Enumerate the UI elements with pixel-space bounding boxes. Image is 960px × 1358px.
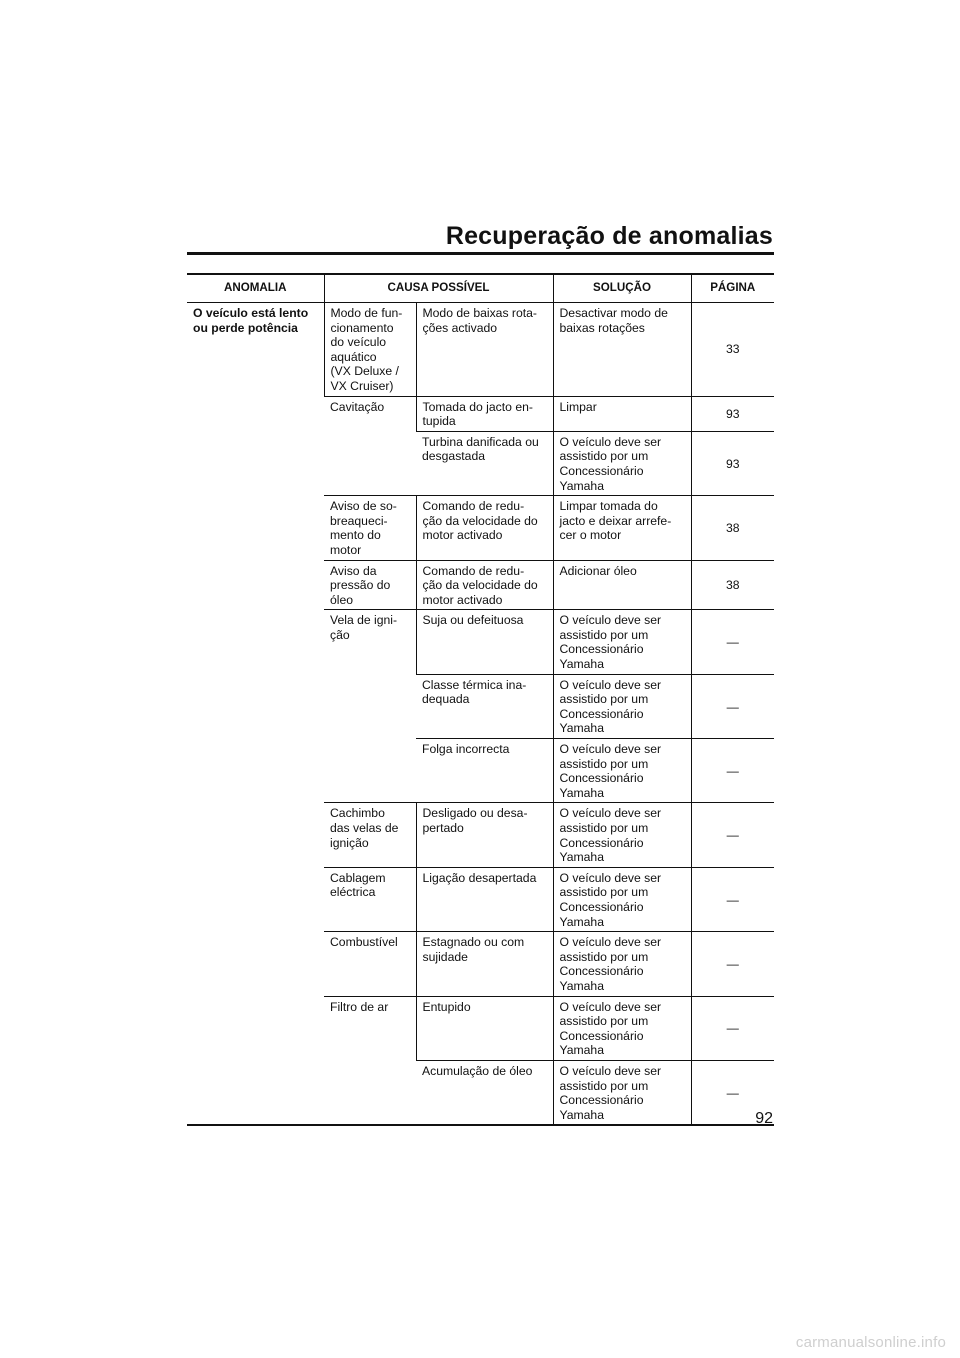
cause-detail-cell: Desligado ou desa- pertado	[416, 803, 553, 867]
watermark: carmanualsonline.info	[795, 1334, 946, 1351]
cause-cell: Aviso de so- breaqueci- mento do motor	[324, 496, 416, 560]
page-ref-cell: —	[691, 1060, 774, 1125]
header-cause: CAUSA POSSÍVEL	[324, 274, 553, 303]
header-solution: SOLUÇÃO	[553, 274, 691, 303]
page-ref-cell: 38	[691, 496, 774, 560]
cause-detail-cell: Turbina danificada ou desgastada	[416, 431, 553, 495]
cause-detail-cell: Comando de redu- ção da velocidade do motor activado	[416, 496, 553, 560]
table-header-row	[187, 274, 774, 303]
page-title: Recuperação de anomalias	[445, 222, 773, 250]
cause-detail-cell: Folga incorrecta	[416, 739, 553, 803]
cause-detail-cell: Acumulação de óleo	[416, 1060, 553, 1125]
cause-cell: Cachimbo das velas de ignição	[324, 803, 416, 867]
cause-detail-cell: Ligação desapertada	[416, 867, 553, 931]
page-ref-cell: —	[691, 674, 774, 738]
cause-cell: Aviso da pressão do óleo	[324, 560, 416, 610]
title-rule	[187, 252, 774, 255]
header-page: PÁGINA	[691, 274, 774, 303]
solution-cell: O veículo deve ser assistido por um Concessionário Yamaha	[553, 739, 691, 803]
solution-cell: Adicionar óleo	[553, 560, 691, 610]
page-ref-cell: 38	[691, 560, 774, 610]
page-ref-cell: —	[691, 803, 774, 867]
page-ref-cell: —	[691, 932, 774, 996]
cause-cell: Modo de fun- cionamento do veículo aquático (VX Deluxe / VX Cruiser)	[324, 303, 416, 397]
page-ref-cell: —	[691, 867, 774, 931]
page-ref-cell: —	[691, 996, 774, 1060]
page-ref-cell: 93	[691, 431, 774, 495]
table-row	[187, 303, 774, 397]
cause-detail-cell: Tomada do jacto en- tupida	[416, 396, 553, 431]
cause-detail-cell: Comando de redu- ção da velocidade do motor activado	[416, 560, 553, 610]
cause-cell: Cavitação	[324, 396, 416, 496]
cause-cell: Filtro de ar	[324, 996, 416, 1125]
cause-detail-cell: Entupido	[416, 996, 553, 1060]
page-ref-cell: 93	[691, 396, 774, 431]
page-ref-cell: —	[691, 739, 774, 803]
troubleshooting-table	[187, 273, 774, 1126]
solution-cell: O veículo deve ser assistido por um Concessionário Yamaha	[553, 674, 691, 738]
cause-cell: Vela de igni- ção	[324, 610, 416, 803]
solution-cell: O veículo deve ser assistido por um Concessionário Yamaha	[553, 1060, 691, 1125]
page-number: 92	[755, 1110, 773, 1127]
solution-cell: O veículo deve ser assistido por um Concessionário Yamaha	[553, 803, 691, 867]
cause-detail-cell: Modo de baixas rota- ções activado	[416, 303, 553, 397]
solution-cell: O veículo deve ser assistido por um Concessionário Yamaha	[553, 431, 691, 495]
solution-cell: Limpar tomada do jacto e deixar arrefe- cer o motor	[553, 496, 691, 560]
cause-detail-cell: Estagnado ou com sujidade	[416, 932, 553, 996]
page-ref-cell: 33	[691, 303, 774, 397]
solution-cell: Limpar	[553, 396, 691, 431]
header-anomaly: ANOMALIA	[187, 274, 324, 303]
solution-cell: O veículo deve ser assistido por um Concessionário Yamaha	[553, 996, 691, 1060]
solution-cell: O veículo deve ser assistido por um Concessionário Yamaha	[553, 867, 691, 931]
cause-cell: Cablagem eléctrica	[324, 867, 416, 931]
cause-detail-cell: Classe térmica ina- dequada	[416, 674, 553, 738]
solution-cell: O veículo deve ser assistido por um Concessionário Yamaha	[553, 932, 691, 996]
cause-cell: Combustível	[324, 932, 416, 996]
anomaly-cell: O veículo está lento ou perde potência	[193, 306, 309, 335]
solution-cell: Desactivar modo de baixas rotações	[553, 303, 691, 397]
solution-cell: O veículo deve ser assistido por um Concessionário Yamaha	[553, 610, 691, 674]
cause-detail-cell: Suja ou defeituosa	[416, 610, 553, 674]
page-ref-cell: —	[691, 610, 774, 674]
